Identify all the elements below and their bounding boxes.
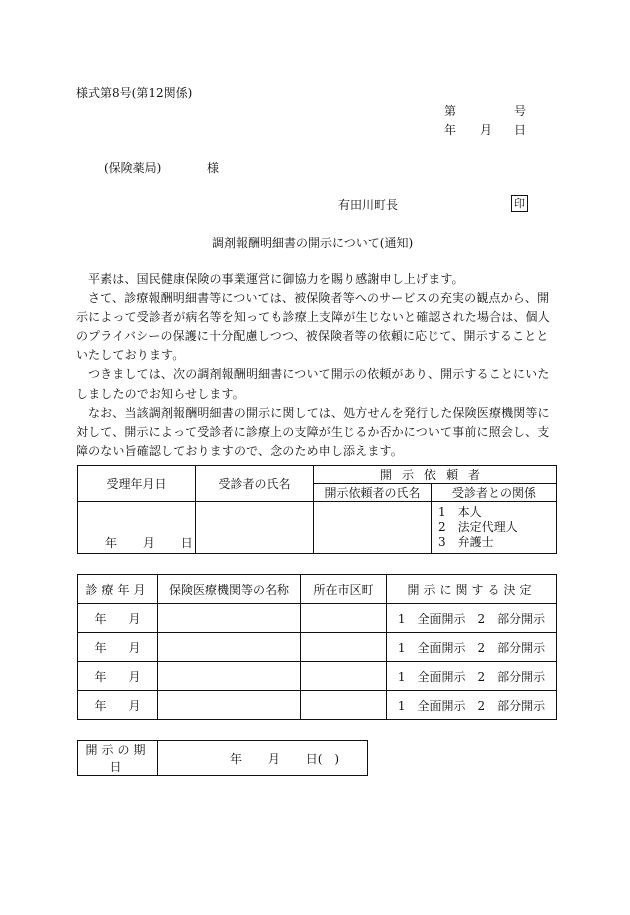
issue-date-day: 日	[514, 123, 527, 137]
seal-mark: 印	[511, 195, 528, 212]
addressee-honorific: 様	[207, 161, 220, 175]
decision-cell[interactable]	[387, 662, 557, 691]
relationship-option-lawyer: 3 弁護士	[438, 535, 494, 549]
institution-name-cell[interactable]	[158, 604, 301, 633]
decision-cell[interactable]	[387, 691, 557, 720]
deadline-month: 月	[267, 751, 280, 766]
treatment-month-cell[interactable]	[78, 691, 158, 720]
decision-header: 開示に関する決定	[387, 575, 557, 604]
month-label: 月	[128, 611, 141, 626]
table-row	[78, 662, 557, 691]
year-label: 年	[94, 640, 107, 655]
request-table	[77, 465, 557, 554]
institution-name-cell[interactable]	[158, 633, 301, 662]
month-label: 月	[128, 669, 141, 684]
received-date-cell[interactable]	[78, 502, 196, 554]
relationship-header: 受診者との関係	[432, 484, 557, 502]
received-date-header: 受理年月日	[78, 466, 196, 502]
table-row	[78, 633, 557, 662]
full-disclosure-option[interactable]: 1 全面開示	[397, 611, 466, 626]
partial-disclosure-option[interactable]: 2 部分開示	[477, 698, 546, 713]
deadline-day: 日( )	[305, 751, 340, 766]
received-date-year: 年	[105, 536, 118, 550]
location-cell[interactable]	[301, 633, 387, 662]
table-row	[78, 604, 557, 633]
issue-date-month: 月	[480, 123, 493, 137]
relationship-cell[interactable]	[432, 502, 557, 554]
partial-disclosure-option[interactable]: 2 部分開示	[477, 640, 546, 655]
sender: 有田川町長	[338, 198, 399, 212]
disclosure-deadline-table	[77, 740, 368, 776]
decision-cell[interactable]	[387, 604, 557, 633]
location-cell[interactable]	[301, 662, 387, 691]
requester-group-header: 開示依頼者	[314, 466, 557, 484]
patient-name-header: 受診者の氏名	[196, 466, 314, 502]
decision-cell[interactable]	[387, 633, 557, 662]
year-label: 年	[94, 611, 107, 626]
treatment-month-cell[interactable]	[78, 633, 158, 662]
requester-name-header: 開示依頼者の氏名	[314, 484, 432, 502]
deadline-label: 開示の期日	[78, 741, 158, 776]
addressee: (保険薬局)	[104, 161, 162, 175]
full-disclosure-option[interactable]: 1 全面開示	[397, 640, 466, 655]
received-date-day: 日	[180, 536, 193, 550]
body-paragraph-confirmation: なお、当該調剤報酬明細書の開示に関しては、処方せんを発行した保険医療機関等に対して、開示によって受診者に診療上の支障が生じるか否かについて事前に照会し、支障のない旨確認しておりますので、念のため申し添えます。	[76, 405, 550, 458]
location-header: 所在市区町	[301, 575, 387, 604]
body-paragraph-notice: つきましては、次の調剤報酬明細書について開示の依頼があり、開示することにいたしましたのでお知らせします。	[76, 367, 550, 401]
full-disclosure-option[interactable]: 1 全面開示	[397, 698, 466, 713]
month-label: 月	[128, 698, 141, 713]
institution-name-cell[interactable]	[158, 691, 301, 720]
institution-name-header: 保険医療機関等の名称	[158, 575, 301, 604]
document-title: 調剤報酬明細書の開示について(通知)	[212, 236, 414, 250]
disclosure-decision-table	[77, 574, 557, 720]
body-paragraph-greeting: 平素は、国民健康保険の事業運営に御協力を賜り感謝申し上げます。	[88, 272, 464, 286]
year-label: 年	[94, 698, 107, 713]
treatment-month-cell[interactable]	[78, 662, 158, 691]
full-disclosure-option[interactable]: 1 全面開示	[397, 669, 466, 684]
partial-disclosure-option[interactable]: 2 部分開示	[477, 669, 546, 684]
location-cell[interactable]	[301, 691, 387, 720]
received-date-month: 月	[142, 536, 155, 550]
patient-name-cell[interactable]	[196, 502, 314, 554]
location-cell[interactable]	[301, 604, 387, 633]
body-paragraph-policy: さて、診療報酬明細書等については、被保険者等へのサービスの充実の観点から、開示によって受診者が病名等を知っても診療上支障が生じないと確認された場合は、個人のプライバシーの保護に十分配慮しつつ、被保険者等の依頼に応じて、開示することといたしております。	[76, 291, 550, 363]
institution-name-cell[interactable]	[158, 662, 301, 691]
requester-name-cell[interactable]	[314, 502, 432, 554]
month-label: 月	[128, 640, 141, 655]
partial-disclosure-option[interactable]: 2 部分開示	[477, 611, 546, 626]
form-number: 様式第8号(第12関係)	[76, 86, 193, 100]
treatment-month-header: 診療年月	[78, 575, 158, 604]
relationship-option-legal-rep: 2 法定代理人	[438, 520, 518, 534]
treatment-month-cell[interactable]	[78, 604, 158, 633]
deadline-year: 年	[230, 751, 243, 766]
document-number-prefix: 第	[444, 104, 457, 118]
document-number-suffix: 号	[514, 104, 527, 118]
issue-date-year: 年	[444, 123, 457, 137]
table-row	[78, 691, 557, 720]
body-text	[76, 270, 556, 461]
relationship-option-self: 1 本人	[438, 505, 482, 519]
year-label: 年	[94, 669, 107, 684]
deadline-date-cell[interactable]	[158, 741, 368, 776]
